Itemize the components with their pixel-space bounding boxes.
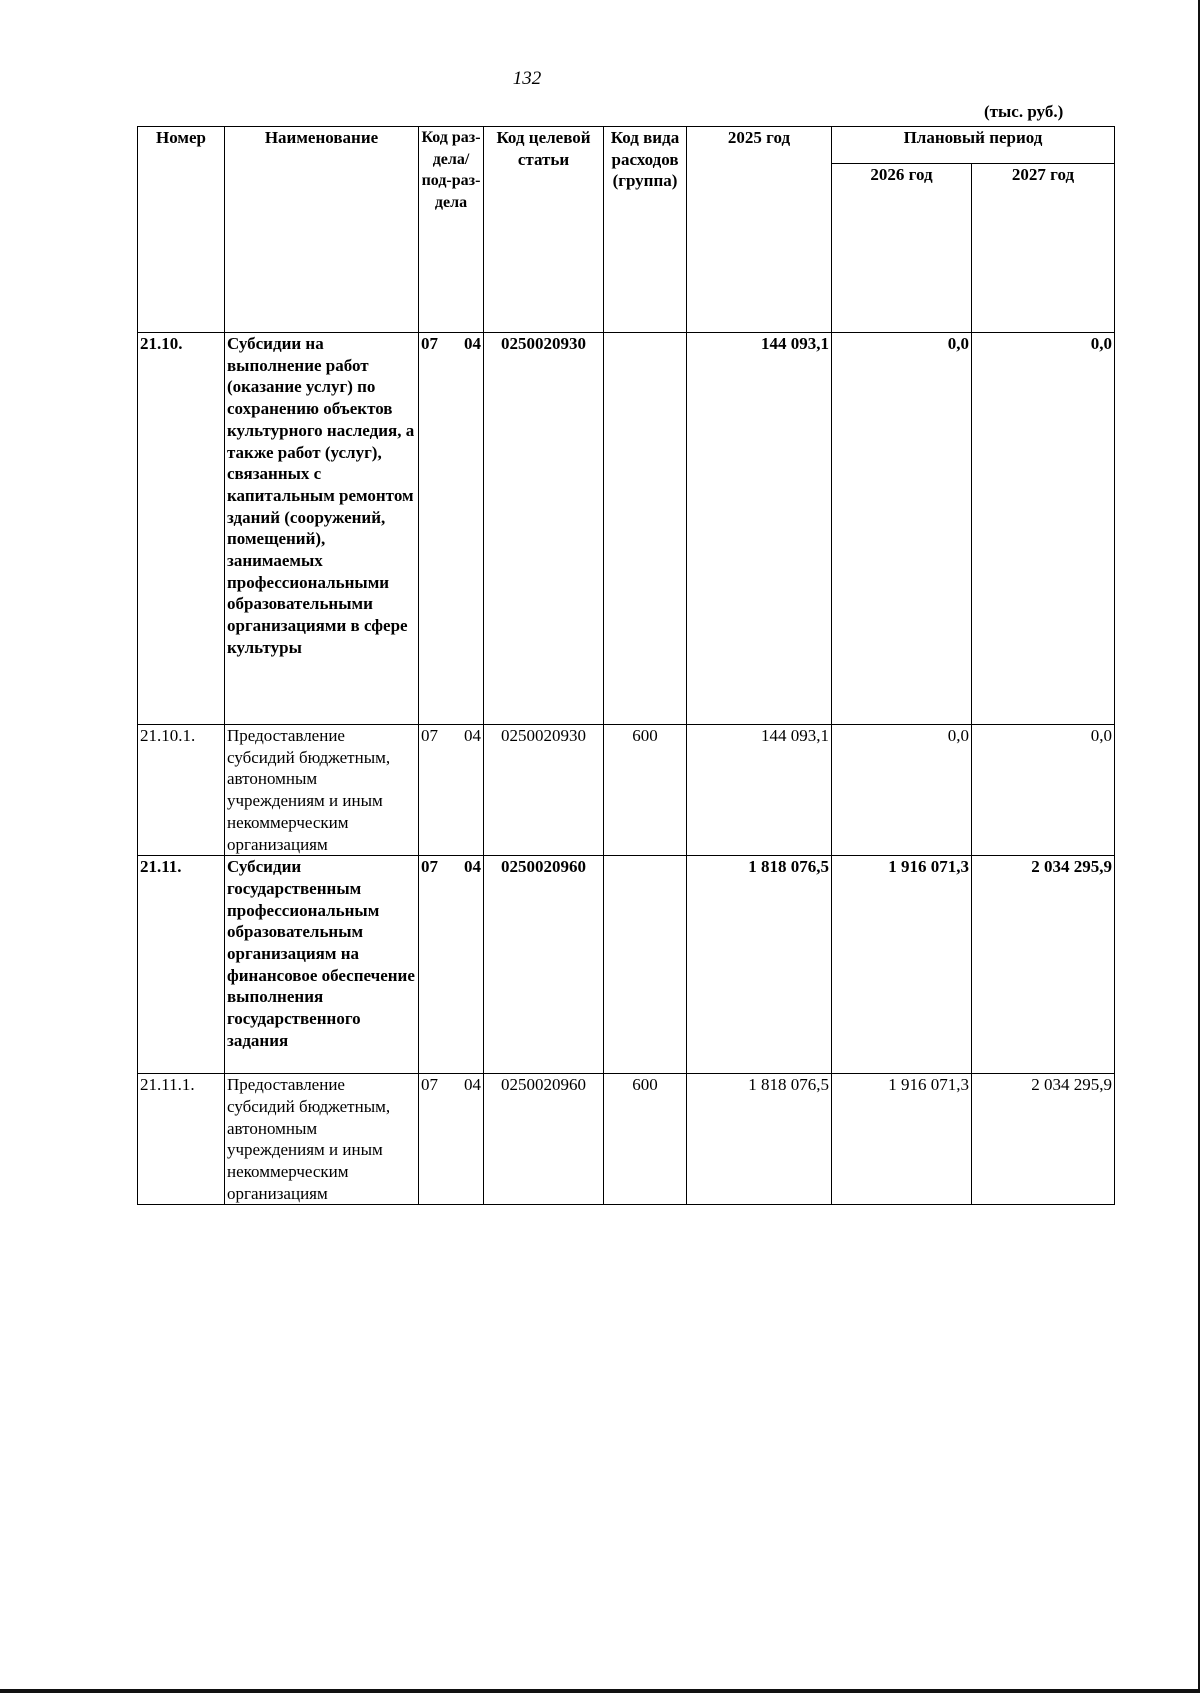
- budget-table: [137, 126, 1115, 1205]
- row-section-code: [419, 333, 484, 725]
- table-row: [138, 725, 1115, 856]
- row-subsection: 04: [464, 1075, 481, 1095]
- row-number: 21.11.: [138, 856, 225, 1074]
- row-section-code: [419, 856, 484, 1074]
- row-target-code: 0250020930: [484, 725, 604, 856]
- row-name: Субсидии на выполнение работ (оказание услуг) по сохранению объектов культурного наследия, а также работ (услуг), связанных с капитальным ремонтом зданий (сооружений, помещений), занимаемых профессиональными образовательными организациями в сфере культуры: [225, 333, 419, 725]
- header-year-2025: 2025 год: [687, 127, 832, 333]
- row-target-code: 0250020960: [484, 1074, 604, 1205]
- page-number: 132: [512, 68, 542, 89]
- row-value-2026: 0,0: [832, 725, 972, 856]
- row-number: 21.10.1.: [138, 725, 225, 856]
- row-expense-code: 600: [604, 1074, 687, 1205]
- row-name: Предоставление субсидий бюджетным, автономным учреждениям и иным некоммерческим организациям: [225, 725, 419, 856]
- header-number: Номер: [138, 127, 225, 333]
- row-name: Предоставление субсидий бюджетным, автономным учреждениям и иным некоммерческим организациям: [225, 1074, 419, 1205]
- row-value-2026: 0,0: [832, 333, 972, 725]
- header-name: Наименование: [225, 127, 419, 333]
- row-section-code: [419, 1074, 484, 1205]
- scan-bottom-border: [0, 1689, 1200, 1693]
- row-subsection: 04: [464, 334, 481, 353]
- table-row: [138, 1074, 1115, 1205]
- row-expense-code: 600: [604, 725, 687, 856]
- row-section: 07: [421, 334, 438, 353]
- row-subsection: 04: [464, 726, 481, 745]
- row-section: 07: [421, 857, 438, 877]
- row-value-2025: 1 818 076,5: [687, 856, 832, 1074]
- row-value-2027: 0,0: [972, 725, 1115, 856]
- row-number: 21.10.: [138, 333, 225, 725]
- row-section-code: [419, 725, 484, 856]
- table-row: [138, 856, 1115, 1074]
- header-year-2027: 2027 год: [972, 164, 1115, 333]
- table-row: [138, 333, 1115, 725]
- header-target-code: Код целевой статьи: [484, 127, 604, 333]
- row-section: 07: [421, 726, 438, 745]
- units-label: (тыс. руб.): [984, 102, 1064, 121]
- row-value-2026: 1 916 071,3: [832, 856, 972, 1074]
- row-number: 21.11.1.: [138, 1074, 225, 1205]
- header-plan-period: Плановый период: [832, 127, 1115, 164]
- row-section: 07: [421, 1075, 438, 1095]
- row-expense-code: [604, 856, 687, 1074]
- row-value-2026: 1 916 071,3: [832, 1074, 972, 1205]
- row-value-2025: 144 093,1: [687, 333, 832, 725]
- row-target-code: 0250020930: [484, 333, 604, 725]
- row-expense-code: [604, 333, 687, 725]
- header-year-2026: 2026 год: [832, 164, 972, 333]
- row-value-2027: 0,0: [972, 333, 1115, 725]
- header-section-code: Код раз-дела/ под-раз-дела: [419, 127, 484, 333]
- row-value-2027: 2 034 295,9: [972, 1074, 1115, 1205]
- row-value-2025: 144 093,1: [687, 725, 832, 856]
- header-row: [138, 127, 1115, 164]
- row-subsection: 04: [464, 857, 481, 877]
- row-target-code: 0250020960: [484, 856, 604, 1074]
- row-name: Субсидии государственным профессиональным образовательным организациям на финансовое обеспечение выполнения государственного задания: [225, 856, 419, 1074]
- row-value-2025: 1 818 076,5: [687, 1074, 832, 1205]
- row-value-2027: 2 034 295,9: [972, 856, 1115, 1074]
- header-expense-code: Код вида расходов (группа): [604, 127, 687, 333]
